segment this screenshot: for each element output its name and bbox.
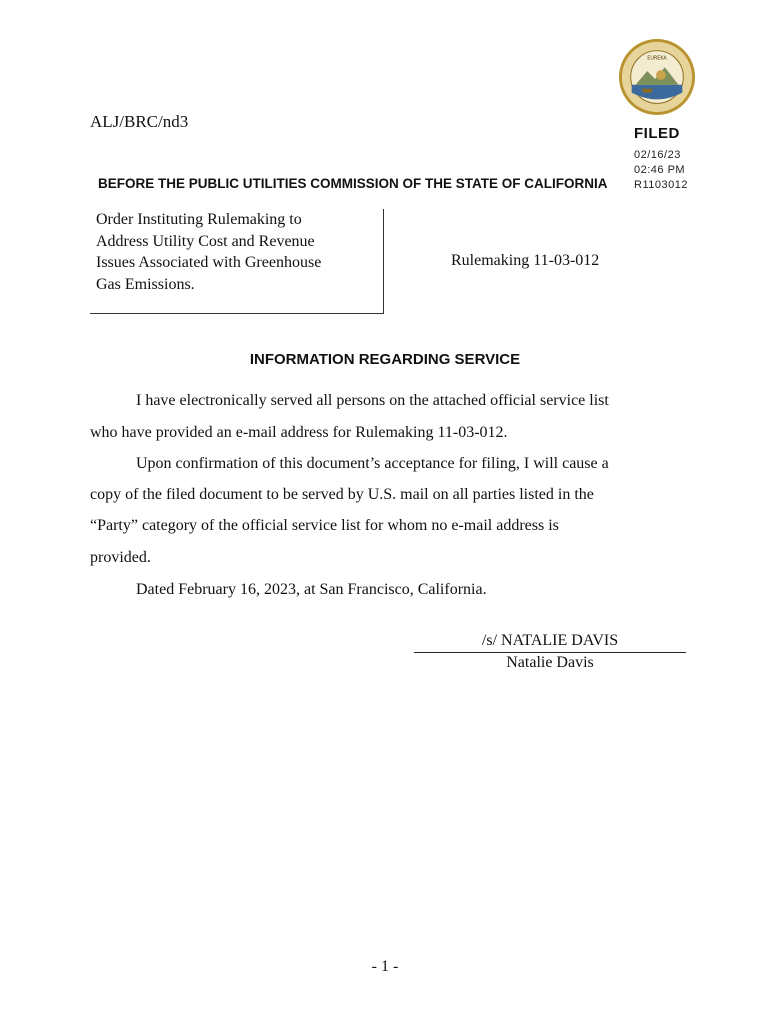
before-commission-heading: BEFORE THE PUBLIC UTILITIES COMMISSION OF THE STATE OF CALIFORNIA [98, 176, 608, 191]
cpuc-seal-icon [618, 38, 696, 116]
signature-conformed: /s/ NATALIE DAVIS [481, 632, 619, 649]
document-reference-code: ALJ/BRC/nd3 [90, 112, 189, 131]
svg-text:EUREKA: EUREKA [647, 55, 667, 62]
caption-line: Address Utility Cost and Revenue [96, 232, 315, 250]
body-line: Dated February 16, 2023, at San Francisco, California. [136, 581, 487, 598]
body-line: copy of the filed document to be served by U.S. mail on all parties listed in the [90, 486, 594, 503]
filed-date: 02/16/23 [634, 149, 681, 161]
caption-line: Issues Associated with Greenhouse [96, 254, 322, 271]
filed-proceeding: R1103012 [634, 179, 688, 191]
caption-line: Order Instituting Rulemaking to [96, 211, 302, 228]
signature-line [414, 652, 686, 653]
body-line: “Party” category of the official service list for whom no e-mail address is [90, 517, 559, 534]
case-caption-box [90, 209, 384, 314]
caption-line: Gas Emissions. [96, 275, 195, 293]
section-heading: INFORMATION REGARDING SERVICE [249, 351, 521, 368]
proceeding-number: Rulemaking 11-03-012 [451, 252, 600, 269]
filed-time: 02:46 PM [634, 164, 686, 176]
filed-stamp [634, 125, 688, 193]
filed-label: FILED [634, 125, 680, 142]
case-caption-text [96, 209, 376, 295]
body-line: who have provided an e-mail address for Rulemaking 11-03-012. [90, 424, 508, 441]
signature-printed-name: Natalie Davis [506, 654, 594, 671]
body-line: Upon confirmation of this document’s acceptance for filing, I will cause a [136, 455, 609, 472]
page-number: - 1 - [371, 958, 399, 975]
body-line: provided. [90, 549, 151, 566]
body-line: I have electronically served all persons on the attached official service list [136, 392, 609, 409]
